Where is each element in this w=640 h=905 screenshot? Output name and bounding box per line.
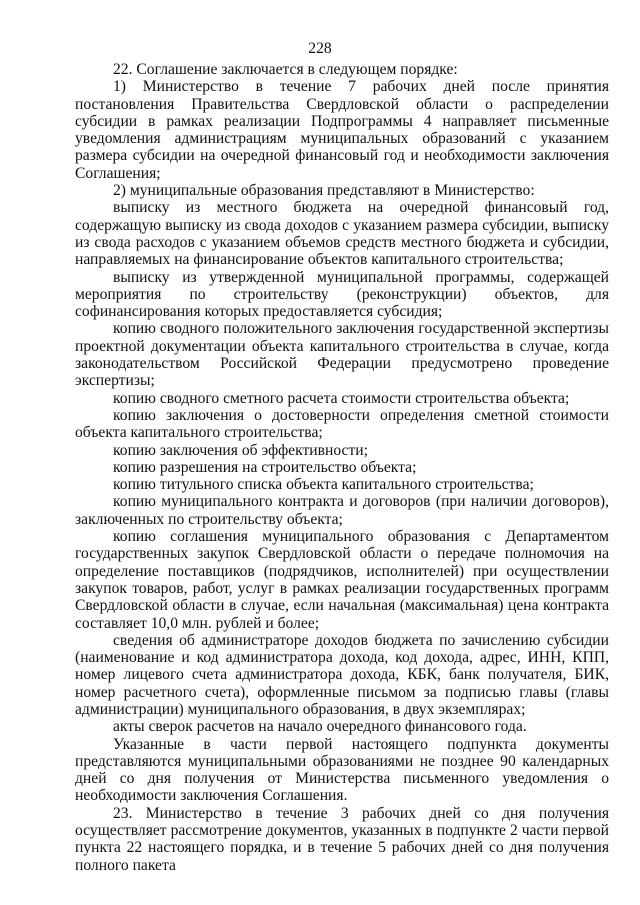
list-item-expertise-conclusion: копию сводного положительного заключения государственной экспертизы проектной документации объекта капитального строительства в случае, когда законодательством Российской Федерации предусмотрено проведение экспертизы; bbox=[75, 320, 609, 390]
list-item-title-list: копию титульного списка объекта капитального строительства; bbox=[113, 476, 534, 494]
list-item-program-extract: выписку из утвержденной муниципальной программы, содержащей мероприятия по строительству (реконструкции) объектов, для софинансирования которых предоставляется субсидия; bbox=[75, 268, 609, 321]
paragraph-22-heading: 22. Соглашение заключается в следующем порядке: bbox=[113, 61, 458, 78]
list-item-estimate-copy: копию сводного сметного расчета стоимости строительства объекта; bbox=[113, 389, 570, 407]
document-body bbox=[75, 61, 609, 874]
list-item-efficiency-conclusion: копию заключения об эффективности; bbox=[113, 441, 368, 459]
paragraph-23: 23. Министерство в течение 3 рабочих дней со дня получения осуществляет рассмотрение документов, указанных в подпункте 2 части первой пункта 22 настоящего порядка, и в течение 5 рабочих дней со дня получения полного пакета bbox=[75, 804, 609, 874]
paragraph-22-item-2: 2) муниципальные образования представляют в Министерство: bbox=[113, 182, 535, 200]
page-number: 228 bbox=[308, 40, 332, 57]
paragraph-22-item-1: 1) Министерство в течение 7 рабочих дней после принятия постановления Правительства Свердловской области о распределении субсидии в рамках реализации Подпрограммы 4 направляет письменные уведомления администрациям муниципальных образований с указанием размера субсидии на очередной финансовый год и необходимости заключения Соглашения; bbox=[75, 78, 609, 182]
list-item-construction-permit: копию разрешения на строительство объекта; bbox=[113, 458, 417, 476]
list-item-reconciliation-acts: акты сверок расчетов на начало очередного финансового года. bbox=[113, 718, 527, 736]
paragraph-submission-deadline: Указанные в части первой настоящего подпункта документы представляются муниципальными образованиями не позднее 90 календарных дней со дня получения от Министерства письменного уведомления о необходимости заключения Соглашения. bbox=[75, 735, 609, 805]
list-item-cost-reliability: копию заключения о достоверности определения сметной стоимости объекта капитального строительства; bbox=[75, 406, 609, 442]
list-item-procurement-agreement: копию соглашения муниципального образования с Департаментом государственных закупок Свердловской области о передаче полномочия на определение поставщиков (подрядчиков, исполнителей) при осуществлении закупок товаров, работ, услуг в рамках реализации государственных программ Свердловской области в случае, если начальная (максимальная) цена контракта составляет 10,0 млн. рублей и более; bbox=[75, 528, 609, 632]
list-item-budget-extract: выписку из местного бюджета на очередной финансовый год, содержащую выписку из свода доходов с указанием размера субсидии, выписку из свода расходов с указанием объемов средств местного бюджета и субсидии, направляемых на финансирование объектов капитального строительства; bbox=[75, 199, 609, 269]
list-item-municipal-contract: копию муниципального контракта и договоров (при наличии договоров), заключенных по строительству объекта; bbox=[75, 493, 609, 528]
list-item-revenue-administrator: сведения об администраторе доходов бюджета по зачислению субсидии (наименование и код администратора дохода, код дохода, адрес, ИНН, КПП, номер лицевого счета администратора дохода, КБК, банк получателя, БИК, номер расчетного счета), оформленные письмом за подписью главы (главы администрации) муниципального образования, в двух экземплярах; bbox=[75, 631, 609, 718]
